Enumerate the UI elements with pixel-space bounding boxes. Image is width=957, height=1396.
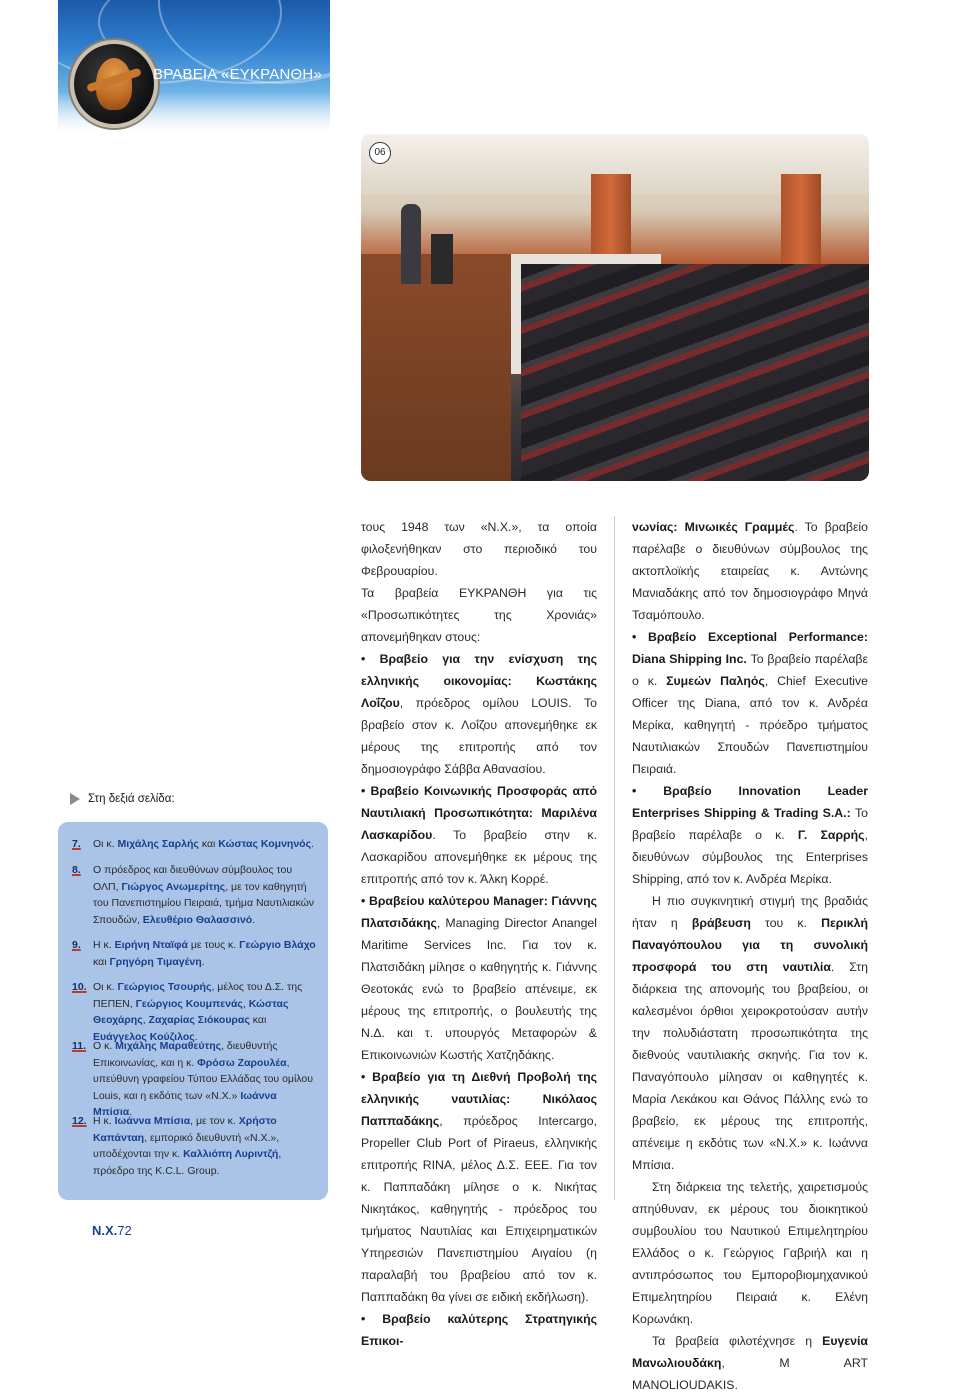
text-run: , διευθυντής Επικοινωνίας, και η κ. [93,1040,278,1069]
magazine-initials: Ν.Χ. [92,1223,118,1238]
ceremony-photo [361,134,869,481]
text-run: Η κ. [93,1115,115,1127]
bold-text: Ζαχαρίας Σιόκουρας [148,1014,250,1026]
text-run: , διευθύνων σύμβουλος της Enterprises Shipping, από τον κ. Ανδρέα Μερίκα. [632,828,868,886]
article-column-2 [632,516,868,1396]
article-column-1 [361,516,597,1352]
bold-text: Ειρήνη Νταϊφά [114,939,188,951]
text-run: , μέλος του Δ.Σ. της ΠΕΠΕΝ, [93,981,303,1010]
caption-text [93,1113,317,1179]
text-run: Ο κ. [93,1040,116,1052]
paragraph [632,780,868,890]
caption-text [93,862,317,928]
text-run: , με τον καθηγητή του Πανεπιστημίου Πειραιά, τμήμα Ναυτιλιακών Σπουδών, [93,880,315,926]
paragraph [632,1330,868,1396]
text-run: . Το βραβείο παρέλαβε ο διευθύνων σύμβουλος της ακτοπλοϊκής εταιρείας κ. Αντώνης Μανιαδάκης από τον δημοσιογράφο Μηνά Τσαμόπουλο. [632,520,868,622]
paragraph [361,780,597,890]
text-run: , πρόεδρο της K.C.L. Group. [93,1148,282,1177]
text-run: Η πιο συγκινητική στιγμή της βραδιάς ήταν η [632,894,868,930]
bold-text: Ελευθέριο Θαλασσινό [142,913,253,926]
text-run: με τους κ. [187,939,240,951]
paragraph [361,516,597,582]
sidebar-heading [70,793,175,805]
text-run: Τα βραβεία φιλοτέχνησε η [652,1334,823,1348]
bold-text: Ιωάννα Μπίσια [93,1089,277,1118]
text-run: . [201,955,205,968]
text-run: , υπεύθυνη γραφείου Τύπου Ελλάδας του ομίλου Louis, και η εκδότις των «Ν.Χ.» [93,1056,313,1102]
bold-text: Ευάγγελος Κούζιλος [93,1030,195,1043]
bold-text: • Βραβείο Exceptional Performance: Diana Shipping Inc. [632,630,868,666]
text-run: . [129,1106,133,1118]
caption-number: 10. [72,981,87,993]
text-run: Η κ. [93,939,115,951]
paragraph [361,890,597,1066]
bold-text: Καλλιόπη Λυριντζή [183,1148,279,1160]
text-run: τους 1948 των «Ν.Χ.», τα οποία φιλοξενήθηκαν στο περιοδικό του Φεβρουαρίου. [361,520,597,578]
caption-number: 11. [72,1040,87,1052]
caption-item [72,1113,317,1179]
text-run: και [198,838,219,850]
photo-number-badge: 06 [369,142,391,164]
bold-text: Γ. Σαρρής [797,828,865,842]
text-run: , [142,1014,149,1026]
caption-text [93,979,317,1045]
caption-text [93,836,317,853]
paragraph [361,582,597,648]
text-run: . [311,838,314,850]
bold-text: • Βραβείο Κοινωνικής Προσφοράς από Ναυτιλιακή Προσωπικότητα: Μαριλένα Λασκαρίδου [361,784,597,842]
text-run: Το βραβείο παρέλαβε ο κ. [632,652,868,688]
podium [431,234,453,284]
caption-item [72,937,317,970]
bold-text: νωνίας: Μινωικές Γραμμές [632,520,795,534]
triangle-arrow-icon [70,793,80,805]
bold-text: Κώστας Θεοχάρης [93,997,289,1026]
bold-text: Ευγενία Μανωλιουδάκη [632,1334,868,1370]
bold-text: Γιώργος Ανωμερίτης [121,880,226,893]
caption-number: 7. [72,838,81,850]
text-run: και [93,955,110,968]
caption-item [72,862,317,928]
text-run: Τα βραβεία ΕΥΚΡΑΝΘΗ για τις «Προσωπικότητες της Χρονιάς» απονεμήθηκαν στους: [361,586,597,644]
paragraph [632,1176,868,1330]
text-run: . Το βραβείο στην κ. Λασκαρίδου απονεμήθηκε εκ μέρους της επιτροπής από τον κ. Άλκη Κορρέ. [361,828,597,886]
section-title: ΒΡΑΒΕΙΑ «ΕΥΚΡΑΝΘΗ» [153,66,322,83]
bold-text: βράβευση [691,916,751,930]
text-run: Οι κ. [93,981,118,993]
bold-text: • Βραβείου καλύτερου Manager: Γιάννης Πλατσιδάκης [361,894,597,930]
text-run: και [249,1014,267,1026]
speaker-figure [401,204,421,284]
award-medallion-logo [70,40,158,128]
text-run: , M ART MANOLIOUDAKIS. [632,1356,868,1392]
bold-text: Συμεών Παληός [666,674,765,688]
text-run: , με τον κ. [190,1115,239,1127]
caption-number: 9. [72,939,81,951]
caption-text [93,937,317,970]
paragraph [632,626,868,780]
text-run: , εμπορικό διευθυντή «Ν.Χ.», υποδέχονται την κ. [93,1131,280,1160]
text-run: . [194,1030,198,1043]
bold-text: Φρόσω Ζαρουλέα [197,1056,287,1069]
paragraph [361,1308,597,1352]
paragraph [361,1066,597,1308]
bold-text: Γεώργιος Κουμπενάς [135,997,243,1010]
paragraph [632,516,868,626]
bold-text: • Βραβείο για την ενίσχυση της ελληνικής οικονομίας: Κωστάκης Λοΐζου [361,652,597,710]
bold-text: Περικλή Παναγόπουλου για τη συνολική προσφορά του στη ναυτιλία [632,916,869,974]
text-run: του κ. [750,916,822,930]
text-run: , [242,997,249,1010]
text-run: , πρόεδρος ομίλου LOUIS. Το βραβείο στον κ. Λοΐζου απονεμήθηκε εκ μέρους της επιτροπής από τον δημοσιογράφο Σάββα Αθανασίου. [361,696,597,776]
bold-text: • Βραβείο Innovation Leader Enterprises Shipping & Trading S.A.: [632,784,868,820]
caption-number: 8. [72,864,81,876]
text-run: Ο πρόεδρος και διευθύνων σύμβουλος του ΟΛΠ, [93,864,293,893]
paragraph [361,648,597,780]
text-run: . Στη διάρκεια της απονομής του βραβείου, οι καλεσμένοι όρθιοι χειροκροτούσαν αυτήν την πολυδιάστατη προσωπικότητα της διεθνούς ναυτιλιακής σκηνής. Για τον κ. Παναγόπουλο μίλησαν οι καθηγητές κ. Μαρία Λεκάκου και Θάνος Πάλλης ενώ το βραβείο, εκ μέρους της επιτροπής, απένειμε η εκδότις των «Ν.Χ.» κ. Ιωάννα Μπίσια. [632,960,869,1172]
caption-text [93,1038,317,1121]
page-number: 72 [117,1223,132,1238]
bold-text: Χρήστο Καπάνταη [93,1115,277,1144]
caption-item [72,1038,317,1121]
bold-text: • Βραβείο καλύτερης Στρατηγικής Επικοι- [361,1312,597,1348]
text-run: . [252,913,256,926]
bold-text: Μιχάλης Μαραθεύτης [115,1040,222,1052]
text-run: , Chief Executive Officer της Diana, από τον κ. Ανδρέα Μερίκα, καθηγητή - πρόεδρο τμήματος Ναυτιλιακών Σπουδών Πανεπιστημίου Πειραιά. [632,674,868,776]
caption-item [72,979,317,1045]
bold-text: Ιωάννα Μπίσια [114,1115,191,1127]
caption-item [72,836,317,853]
caption-number: 12. [72,1115,87,1127]
paragraph [632,890,868,1176]
bold-text: Γεώργιο Βλάχο [239,939,316,951]
sidebar-heading-text: Στη δεξιά σελίδα: [88,793,175,805]
bold-text: • Βραβείο για τη Διεθνή Προβολή της ελληνικής ναυτιλίας: Νικόλαος Παππαδάκης [361,1070,597,1128]
bold-text: Κώστας Κομνηνός [218,838,312,850]
text-run: Το βραβείο παρέλαβε ο κ. [632,806,868,842]
bold-text: Μιχάλης Σαρλής [117,838,199,850]
page-folio [92,1223,132,1238]
text-run: Στη διάρκεια της τελετής, χαιρετισμούς απηύθυναν, εκ μέρους του διοικητικού συμβουλίου του Ναυτικού Επιμελητηρίου Ελλάδος ο κ. Γεώργιος Γαβριήλ και η αντιπρόσωπος του Εμποροβιομηχανικού Επιμελητηρίου Πειραιά κ. Ελένη Κορωνάκη. [632,1180,868,1326]
text-run: , πρόεδρος Intercargo, Propeller Club Port of Piraeus, ελληνικής επιτροπής RINA, μέλος Δ.Σ. ΕΕΕ. Για τον κ. Παππαδάκη μίλησε ο κ. Νικήτας Νικητάκος, καθηγητής - πρόεδρος του τμήματος Ναυτιλίας και Επιχειρηματικών Υπηρεσιών Πανεπιστημίου Αιγαίου (η παραλαβή του βραβείου από τον κ. Παππαδάκη θα γίνει σε ειδική εκδήλωση). [361,1114,597,1304]
bold-text: Γεώργιος Τσουρής [117,981,212,993]
text-run: Οι κ. [93,838,118,850]
bold-text: Γρηγόρη Τιμαγένη [109,955,202,968]
column-divider [614,516,615,1200]
text-run: , Managing Director Anangel Maritime Services Inc. Για τον κ. Πλατσιδάκη μίλησε ο καθηγητής κ. Γιάννης Θεοτοκάς ενώ το βραβείο απένειμε, εκ μέρους της επιτροπής, ο βουλευτής της Ν.Δ. και τ. υπουργός Μεταφορών & Επικοινωνιών Κωστής Χατζηδάκης. [361,916,597,1062]
